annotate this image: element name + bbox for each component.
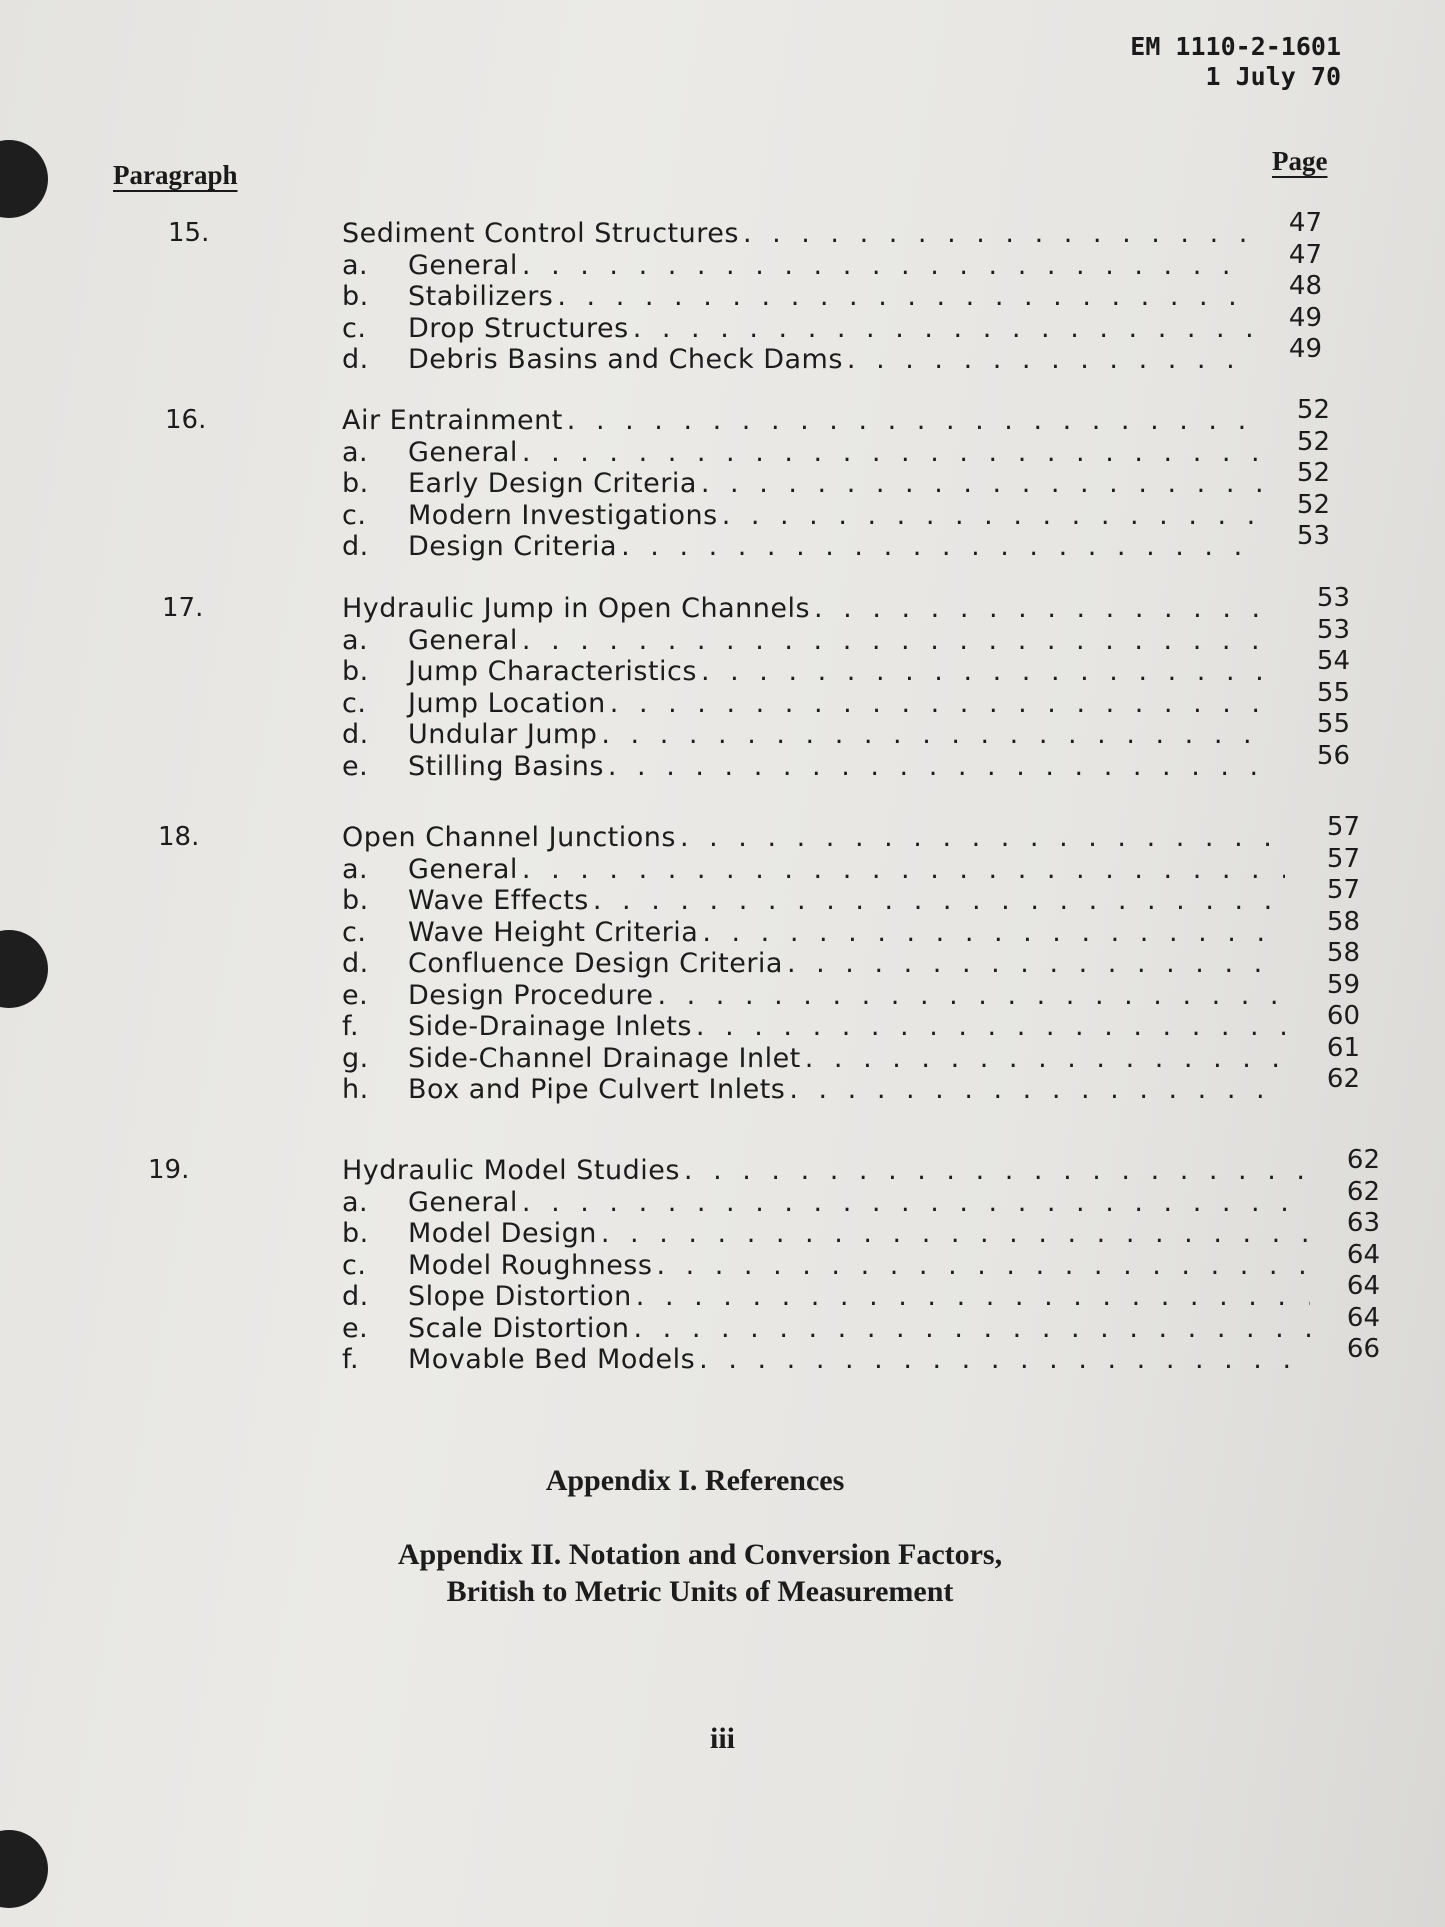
dot-leader — [608, 751, 1270, 782]
entry-title: General — [408, 624, 518, 656]
dot-leader — [557, 281, 1252, 312]
entry-letter: e. — [342, 979, 369, 1011]
entry-letter: a. — [342, 436, 369, 468]
entry-letter: f. — [342, 1344, 360, 1375]
dot-leader — [847, 344, 1252, 375]
entry-letter: d. — [342, 719, 369, 750]
punch-hole — [0, 140, 48, 218]
section-title-entry — [342, 1155, 1310, 1187]
page-ref: 57 — [1326, 812, 1360, 842]
dot-leader — [522, 625, 1270, 656]
entry-title: Modern Investigations — [408, 499, 718, 531]
entry-title: General — [408, 1186, 518, 1218]
toc-entry — [342, 719, 1270, 751]
page-number: iii — [709, 1722, 735, 1755]
page-ref: 59 — [1326, 969, 1360, 1000]
entry-title: Debris Basins and Check Dams — [408, 344, 843, 375]
page-ref: 53 — [1316, 583, 1350, 613]
toc-entry — [342, 1043, 1285, 1075]
section-title: Sediment Control Structures — [342, 218, 739, 249]
dot-leader — [789, 1074, 1285, 1105]
appendix-2-entry — [0, 1536, 1445, 1610]
dot-leader — [701, 468, 1262, 499]
toc-entry — [342, 854, 1285, 886]
section-number: 16. — [165, 405, 207, 435]
entry-letter: d. — [342, 1281, 369, 1312]
toc-entry — [342, 437, 1262, 469]
entry-title: Box and Pipe Culvert Inlets — [408, 1074, 786, 1105]
entry-title: General — [408, 249, 518, 281]
dot-leader — [657, 980, 1285, 1011]
page-ref: 62 — [1346, 1145, 1380, 1175]
page-ref: 54 — [1316, 646, 1350, 676]
dot-leader — [814, 593, 1270, 624]
page-ref: 62 — [1346, 1176, 1380, 1207]
entry-title: Movable Bed Models — [408, 1344, 696, 1375]
page-ref: 64 — [1346, 1271, 1380, 1301]
entry-letter: a. — [342, 249, 369, 281]
entry-title: General — [408, 436, 518, 468]
page-ref: 53 — [1296, 521, 1330, 551]
entry-letter: d. — [342, 948, 369, 979]
dot-leader — [696, 1011, 1285, 1042]
entry-title: Side-Drainage Inlets — [408, 1011, 692, 1042]
toc-entry — [342, 656, 1270, 688]
dot-leader — [634, 1313, 1310, 1344]
entry-title: Side-Channel Drainage Inlet — [408, 1042, 801, 1074]
section-number: 19. — [148, 1155, 190, 1185]
appendix-2-line-2: British to Metric Units of Measurement — [446, 1575, 954, 1608]
page-ref: 64 — [1346, 1302, 1380, 1333]
toc-entry — [342, 980, 1285, 1012]
toc-entry — [342, 751, 1270, 783]
page-ref: 52 — [1296, 489, 1330, 520]
section-title: Air Entrainment — [342, 405, 563, 436]
page-ref: 52 — [1296, 458, 1330, 488]
toc-entry — [342, 500, 1262, 532]
entry-title: Wave Height Criteria — [408, 916, 699, 948]
toc-entry — [342, 688, 1270, 720]
entry-letter: a. — [342, 853, 369, 885]
toc-entry — [342, 250, 1252, 282]
toc-entry — [342, 917, 1285, 949]
toc-entry — [342, 948, 1285, 980]
entry-title: Undular Jump — [408, 719, 598, 750]
entry-letter: g. — [342, 1042, 369, 1074]
page-ref: 60 — [1326, 1001, 1360, 1031]
page-ref: 57 — [1326, 875, 1360, 905]
toc-entry — [342, 281, 1252, 313]
entry-title: Design Procedure — [408, 979, 654, 1011]
entry-letter: b. — [342, 1218, 369, 1249]
entry-letter: d. — [342, 344, 369, 375]
dot-leader — [522, 437, 1262, 468]
entry-letter: c. — [342, 916, 367, 948]
page-ref: 63 — [1346, 1208, 1380, 1238]
toc-entry — [342, 1011, 1285, 1043]
page-column-heading: Page — [1272, 146, 1328, 176]
toc-entry — [342, 1250, 1310, 1282]
toc-entry — [342, 1344, 1310, 1376]
page-ref: 62 — [1326, 1064, 1360, 1094]
page-ref: 47 — [1288, 208, 1322, 238]
dot-leader — [805, 1043, 1285, 1074]
page-ref: 52 — [1296, 395, 1330, 425]
entry-letter: b. — [342, 885, 369, 916]
entry-letter: a. — [342, 1186, 369, 1218]
section-title-entry — [342, 218, 1252, 250]
punch-hole — [0, 930, 48, 1008]
dot-leader — [601, 1218, 1310, 1249]
page-ref: 55 — [1316, 709, 1350, 739]
entry-title: Wave Effects — [408, 885, 589, 916]
dot-leader — [633, 313, 1252, 344]
dot-leader — [621, 531, 1262, 562]
page-ref: 49 — [1288, 334, 1322, 364]
section-number: 15. — [168, 218, 210, 248]
dot-leader — [680, 822, 1285, 853]
section-title: Open Channel Junctions — [342, 822, 676, 853]
section-title-entry — [342, 405, 1262, 437]
page-ref: 52 — [1296, 426, 1330, 457]
entry-title: Model Design — [408, 1218, 597, 1249]
dot-leader — [601, 719, 1270, 750]
entry-title: Stabilizers — [408, 281, 554, 312]
entry-title: Confluence Design Criteria — [408, 948, 783, 979]
toc-entry — [342, 1074, 1285, 1106]
entry-title: Jump Characteristics — [408, 656, 697, 687]
entry-letter: c. — [342, 687, 367, 719]
entry-title: Early Design Criteria — [408, 468, 697, 499]
entry-title: Design Criteria — [408, 531, 618, 562]
page-ref: 56 — [1316, 740, 1350, 771]
entry-letter: b. — [342, 656, 369, 687]
dot-leader — [567, 405, 1262, 436]
entry-letter: c. — [342, 499, 367, 531]
dot-leader — [522, 854, 1285, 885]
entry-letter: e. — [342, 750, 369, 782]
page-ref: 48 — [1288, 271, 1322, 301]
dot-leader — [522, 250, 1252, 281]
page-ref: 55 — [1316, 677, 1350, 708]
dot-leader — [656, 1250, 1310, 1281]
section-number: 18. — [158, 822, 200, 852]
document-number: EM 1110-2-1601 — [1130, 32, 1341, 61]
dot-leader — [636, 1281, 1310, 1312]
toc-entry — [342, 885, 1285, 917]
dot-leader — [684, 1155, 1310, 1186]
dot-leader — [699, 1344, 1310, 1375]
entry-letter: a. — [342, 624, 369, 656]
entry-title: Slope Distortion — [408, 1281, 632, 1312]
entry-title: Jump Location — [408, 687, 606, 719]
toc-entry — [342, 313, 1252, 345]
page-ref: 66 — [1346, 1334, 1380, 1364]
section-title: Hydraulic Model Studies — [342, 1155, 680, 1186]
appendix-1-text: Appendix I. References — [545, 1464, 845, 1497]
toc-entry — [342, 468, 1262, 500]
page-ref: 61 — [1326, 1032, 1360, 1063]
dot-leader — [701, 656, 1270, 687]
dot-leader — [702, 917, 1285, 948]
entry-letter: b. — [342, 468, 369, 499]
page-ref: 49 — [1288, 302, 1322, 333]
dot-leader — [610, 688, 1270, 719]
toc-entry — [342, 1218, 1310, 1250]
appendix-2-line-1: Appendix II. Notation and Conversion Factors, — [397, 1538, 1003, 1571]
dot-leader — [743, 218, 1252, 249]
page-ref: 58 — [1326, 906, 1360, 937]
entry-title: Stilling Basins — [408, 750, 604, 782]
entry-title: Scale Distortion — [408, 1312, 630, 1344]
entry-title: Model Roughness — [408, 1249, 653, 1281]
dot-leader — [722, 500, 1262, 531]
entry-letter: c. — [342, 312, 367, 344]
entry-letter: f. — [342, 1011, 360, 1042]
appendix-1-entry — [0, 1462, 1445, 1499]
entry-letter: c. — [342, 1249, 367, 1281]
page-ref: 57 — [1326, 843, 1360, 874]
document-header — [1130, 32, 1341, 92]
page-ref: 47 — [1288, 239, 1322, 270]
section-title: Hydraulic Jump in Open Channels — [342, 593, 811, 624]
document-date: 1 July 70 — [1205, 62, 1341, 91]
entry-letter: h. — [342, 1074, 369, 1105]
dot-leader — [787, 948, 1285, 979]
section-title-entry — [342, 822, 1285, 854]
entry-letter: b. — [342, 281, 369, 312]
dot-leader — [522, 1187, 1310, 1218]
toc-entry — [342, 1187, 1310, 1219]
toc-entry — [342, 1281, 1310, 1313]
section-title-entry — [342, 593, 1270, 625]
toc-entry — [342, 625, 1270, 657]
toc-entry — [342, 344, 1252, 376]
toc-entry — [342, 1313, 1310, 1345]
entry-title: Drop Structures — [408, 312, 629, 344]
entry-letter: d. — [342, 531, 369, 562]
dot-leader — [593, 885, 1285, 916]
page-ref: 64 — [1346, 1239, 1380, 1270]
paragraph-column-heading: Paragraph — [113, 160, 238, 190]
page-ref: 58 — [1326, 938, 1360, 968]
entry-letter: e. — [342, 1312, 369, 1344]
page-ref: 53 — [1316, 614, 1350, 645]
entry-title: General — [408, 853, 518, 885]
punch-hole — [0, 1830, 48, 1908]
section-number: 17. — [162, 593, 204, 623]
toc-entry — [342, 531, 1262, 563]
